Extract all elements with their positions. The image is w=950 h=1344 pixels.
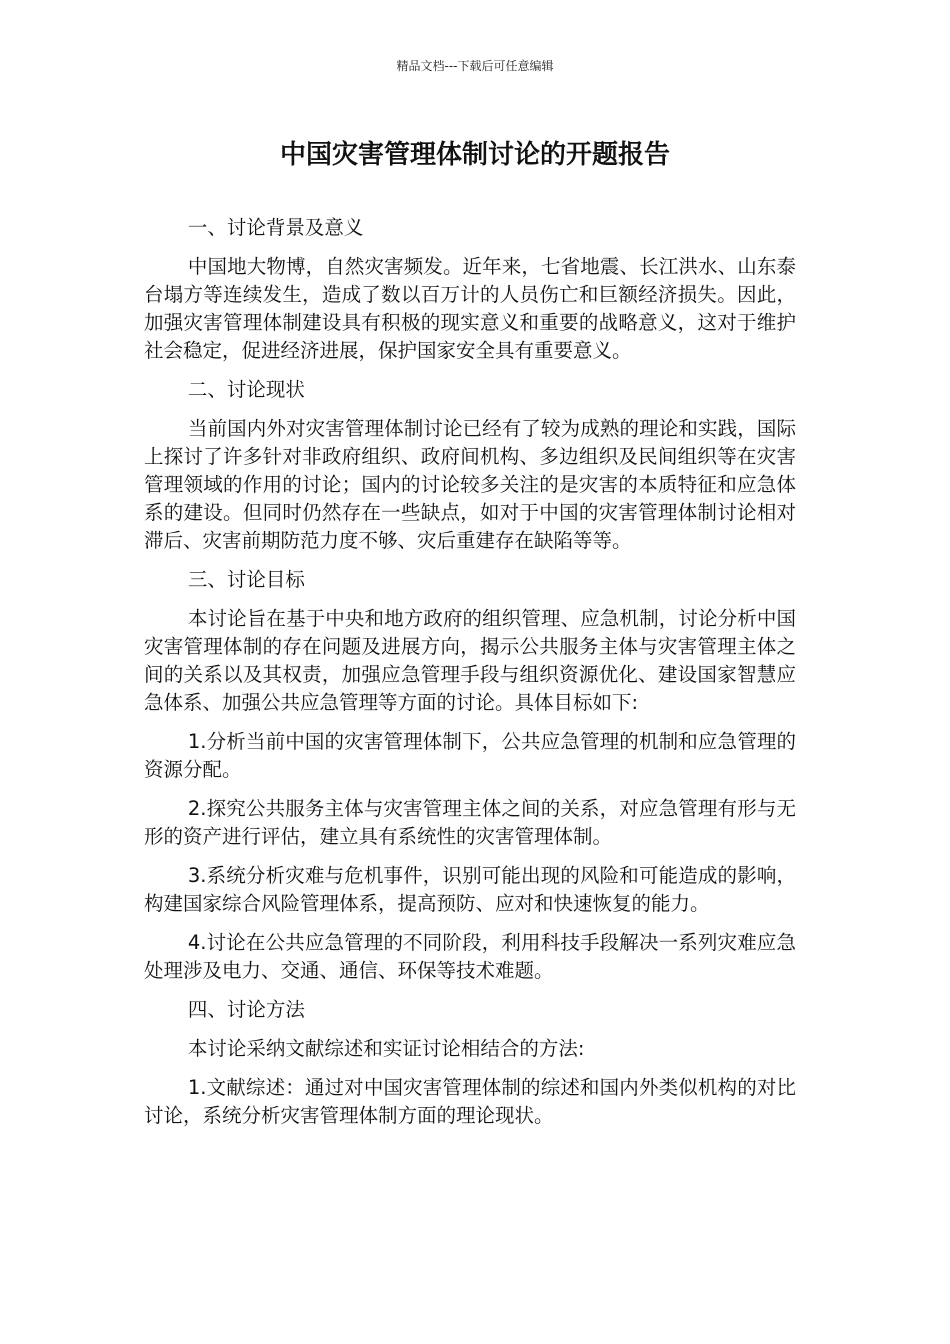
goal-item-3: 3.系统分析灾难与危机事件，识别可能出现的风险和可能造成的影响，构建国家综合风险管理体系，提高预防、应对和快速恢复的能力。 <box>144 864 796 915</box>
goal-item-4: 4.讨论在公共应急管理的不同阶段，利用科技手段解决一系列灾难应急处理涉及电力、交通、通信、环保等技术难题。 <box>144 931 796 982</box>
section-heading-status: 二、讨论现状 <box>187 378 305 401</box>
goal-item-1: 1.分析当前中国的灾害管理体制下，公共应急管理的机制和应急管理的资源分配。 <box>144 730 796 781</box>
method-item-1: 1.文献综述：通过对中国灾害管理体制的综述和国内外类似机构的对比讨论，系统分析灾害管理体制方面的理论现状。 <box>144 1076 796 1127</box>
document-body <box>144 214 796 1141</box>
paragraph-methods-intro: 本讨论采纳文献综述和实证讨论相结合的方法: <box>187 1037 585 1060</box>
paragraph-background: 中国地大物博，自然灾害频发。近年来，七省地震、长江洪水、山东泰台塌方等连续发生，造成了数以百万计的人员伤亡和巨额经济损失。因此，加强灾害管理体制建设具有积极的现实意义和重要的战略意义，这对于维护社会稳定，促进经济进展，保护国家安全具有重要意义。 <box>144 255 796 362</box>
page-header-note: 精品文档---下载后可任意编辑 <box>396 59 554 73</box>
document-title: 中国灾害管理体制讨论的开题报告 <box>279 140 670 170</box>
section-heading-background: 一、讨论背景及意义 <box>187 216 364 239</box>
paragraph-status: 当前国内外对灾害管理体制讨论已经有了较为成熟的理论和实践，国际上探讨了许多针对非政府组织、政府间机构、多边组织及民间组织等在灾害管理领域的作用的讨论；国内的讨论较多关注的是灾害的本质特征和应急体系的建设。但同时仍然存在一些缺点，如对于中国的灾害管理体制讨论相对滞后、灾害前期防范力度不够、灾后重建存在缺陷等等。 <box>144 417 796 552</box>
section-heading-goals: 三、讨论目标 <box>187 568 305 591</box>
section-heading-methods: 四、讨论方法 <box>187 998 305 1021</box>
goal-item-2: 2.探究公共服务主体与灾害管理主体之间的关系，对应急管理有形与无形的资产进行评估，建立具有系统性的灾害管理体制。 <box>144 797 796 848</box>
paragraph-goals-intro: 本讨论旨在基于中央和地方政府的组织管理、应急机制，讨论分析中国灾害管理体制的存在问题及进展方向，揭示公共服务主体与灾害管理主体之间的关系以及其权责，加强应急管理手段与组织资源优化、建设国家智慧应急体系、加强公共应急管理等方面的讨论。具体目标如下: <box>144 607 796 714</box>
